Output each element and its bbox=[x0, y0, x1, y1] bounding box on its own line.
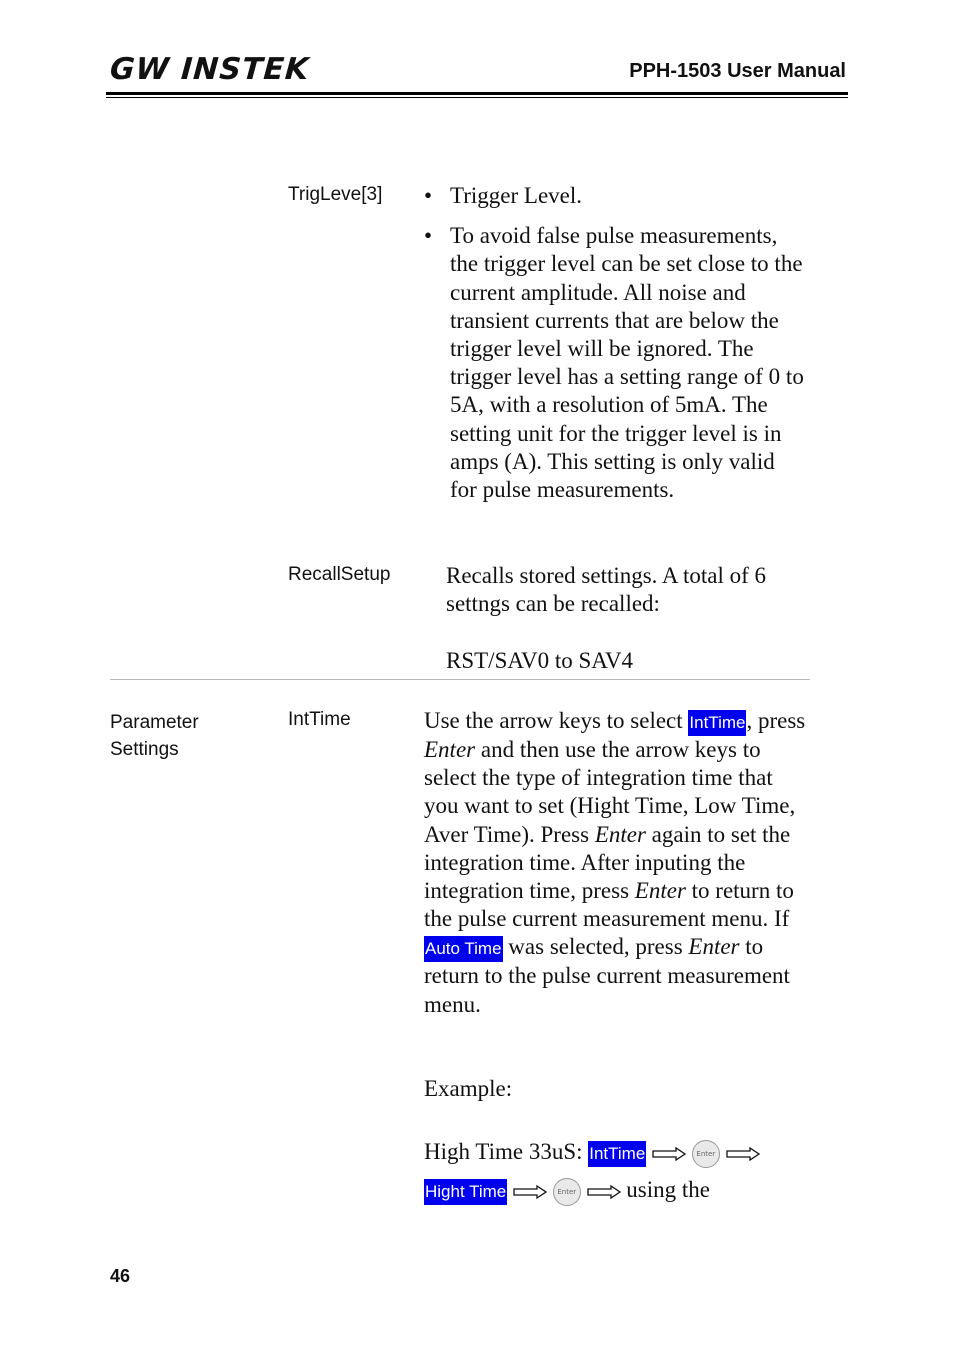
brand-logo: GW INSTEK bbox=[108, 52, 311, 87]
page-number: 46 bbox=[110, 1266, 131, 1286]
bullet-item: • To avoid false pulse measurements, the trigger level can be set close to the current amplitude. All noise and transient currents that are below the trigger level will be ignored. The trigger level has a setting range of 0 to 5A, with a resolution of 5mA. The setting unit for the trigger level is in amps (A). This setting is only valid for pulse measurements. bbox=[424, 222, 806, 504]
recall-setup-text: Recalls stored settings. A total of 6 settngs can be recalled: bbox=[446, 563, 767, 617]
recall-setup-range: RST/SAV0 to SAV4 bbox=[446, 648, 634, 673]
recall-setup-label: RecallSetup bbox=[288, 564, 391, 585]
example-label: Example: bbox=[424, 1076, 513, 1101]
auto-time-softkey: Auto Time bbox=[424, 936, 503, 962]
hight-time-softkey: Hight Time bbox=[424, 1179, 507, 1205]
arrow-right-icon bbox=[652, 1147, 686, 1161]
inttime-softkey: IntTime bbox=[588, 1141, 646, 1167]
section-divider bbox=[110, 679, 810, 680]
arrow-right-icon bbox=[513, 1185, 547, 1199]
arrow-right-icon bbox=[587, 1185, 621, 1199]
header-rule-thin bbox=[106, 97, 848, 98]
inttime-description: Use the arrow keys to select IntTime, press Enter and then use the arrow keys to select the type of integration time that you want to set (Hight Time, Low Time, Aver Time). Press Enter again to set the integration time. After inputing the integration time, press Enter to return to the pulse current measurement menu. If Auto Time was selected, press Enter to return to the pulse current measurement menu. bbox=[424, 708, 806, 1017]
header-rule-thick bbox=[106, 92, 848, 95]
arrow-right-icon bbox=[726, 1147, 760, 1161]
inttime-softkey: IntTime bbox=[688, 710, 746, 736]
trig-level-bullets bbox=[424, 182, 806, 516]
bullet-item: • Trigger Level. bbox=[424, 182, 806, 210]
inttime-label: IntTime bbox=[288, 709, 351, 730]
trig-level-label: TrigLeve[3] bbox=[288, 184, 383, 205]
enter-key-icon: Enter bbox=[553, 1178, 581, 1206]
manual-title: PPH-1503 User Manual bbox=[629, 60, 846, 82]
example-sequence: High Time 33uS: IntTime Enter Hight Time Enter using the bbox=[424, 1133, 808, 1209]
enter-key-icon: Enter bbox=[692, 1140, 720, 1168]
section-heading: Parameter Settings bbox=[110, 712, 199, 760]
